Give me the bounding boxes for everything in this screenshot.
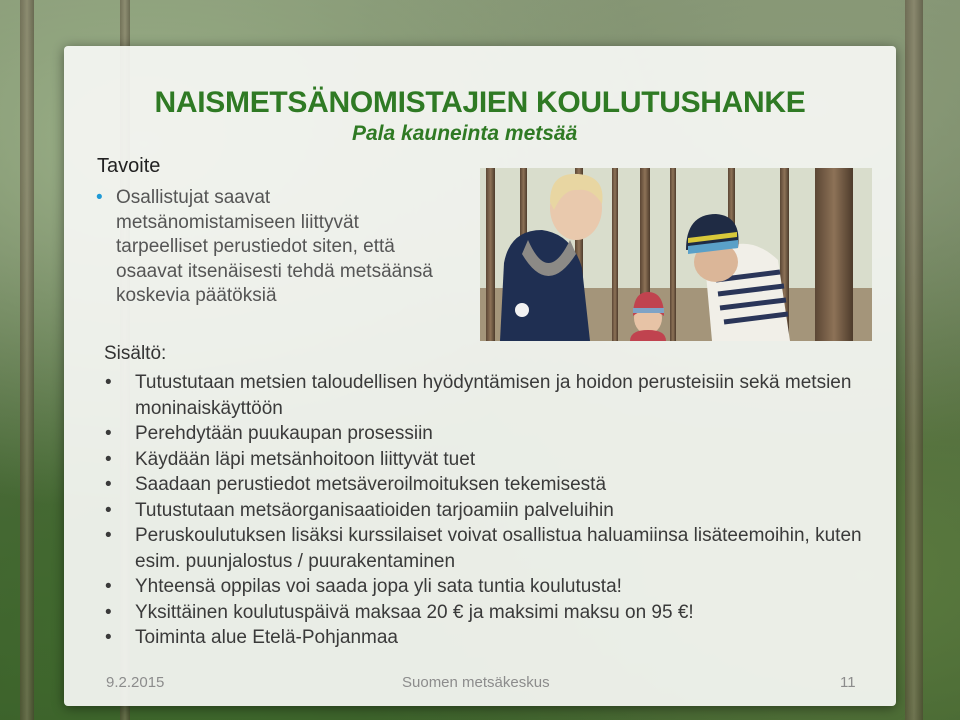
slide-title: NAISMETSÄNOMISTAJIEN KOULUTUSHANKE [154, 86, 806, 119]
footer-organization: Suomen metsäkeskus [402, 674, 550, 691]
content-item-text: Peruskoulutuksen lisäksi kurssilaiset voivat osallistua haluamiinsa lisäteemoihin, kuten esim. puunjalostus / puurakentaminen [135, 525, 862, 572]
content-item-text: Käydään läpi metsänhoitoon liittyvät tuet [135, 448, 476, 470]
bullet-icon: • [105, 474, 112, 495]
bullet-icon: • [105, 423, 112, 444]
content-item-text: Toiminta alue Etelä-Pohjanmaa [135, 627, 398, 648]
content-item-text: Yhteensä oppilas voi saada jopa yli sata tuntia koulutusta! [135, 576, 622, 597]
footer-date: 9.2.2015 [106, 674, 165, 691]
content-list-item [105, 421, 865, 447]
bullet-icon: • [105, 576, 112, 597]
bullet-icon: • [105, 525, 112, 546]
content-item-text: Tutustutaan metsien taloudellisen hyödyntämisen ja hoidon perusteisiin sekä metsien moninaiskäyttöön [135, 372, 852, 419]
photo-illustration [480, 168, 872, 341]
footer-page-number: 11 [840, 674, 856, 691]
content-list-item [105, 600, 865, 626]
content-list-item [105, 472, 865, 498]
bullet-icon: • [105, 372, 112, 393]
content-item-text: Yksittäinen koulutuspäivä maksaa 20 € ja maksimi maksu on 95 €! [135, 601, 694, 623]
bullet-icon: • [105, 601, 112, 623]
content-list-item [105, 574, 865, 600]
content-item-text: Tutustutaan metsäorganisaatioiden tarjoamiin palveluihin [135, 499, 614, 521]
goal-item-text: Osallistujat saavat metsänomistamiseen liittyvät tarpeelliset perustiedot siten, että osaavat itsenäisesti tehdä metsäänsä koskevia päätöksiä [116, 187, 433, 306]
content-list-item [105, 625, 865, 651]
content-item-text: Perehdytään puukaupan prosessiin [135, 423, 433, 444]
content-list-item [105, 523, 865, 574]
goal-list [96, 186, 436, 309]
goal-heading: Tavoite [97, 155, 161, 177]
content-item-text: Saadaan perustiedot metsäveroilmoituksen tekemisestä [135, 474, 607, 495]
bullet-icon: • [105, 627, 112, 648]
bullet-icon: • [96, 187, 103, 208]
content-heading: Sisältö: [104, 343, 167, 364]
goal-list-item [96, 186, 436, 309]
bullet-icon: • [105, 499, 112, 521]
content-list-item [105, 498, 865, 524]
bullet-icon: • [105, 448, 112, 470]
content-list [105, 370, 865, 651]
forest-family-photo [480, 168, 872, 341]
content-list-item [105, 370, 865, 421]
content-list-item [105, 447, 865, 473]
slide-subtitle: Pala kauneinta metsää [352, 122, 578, 145]
